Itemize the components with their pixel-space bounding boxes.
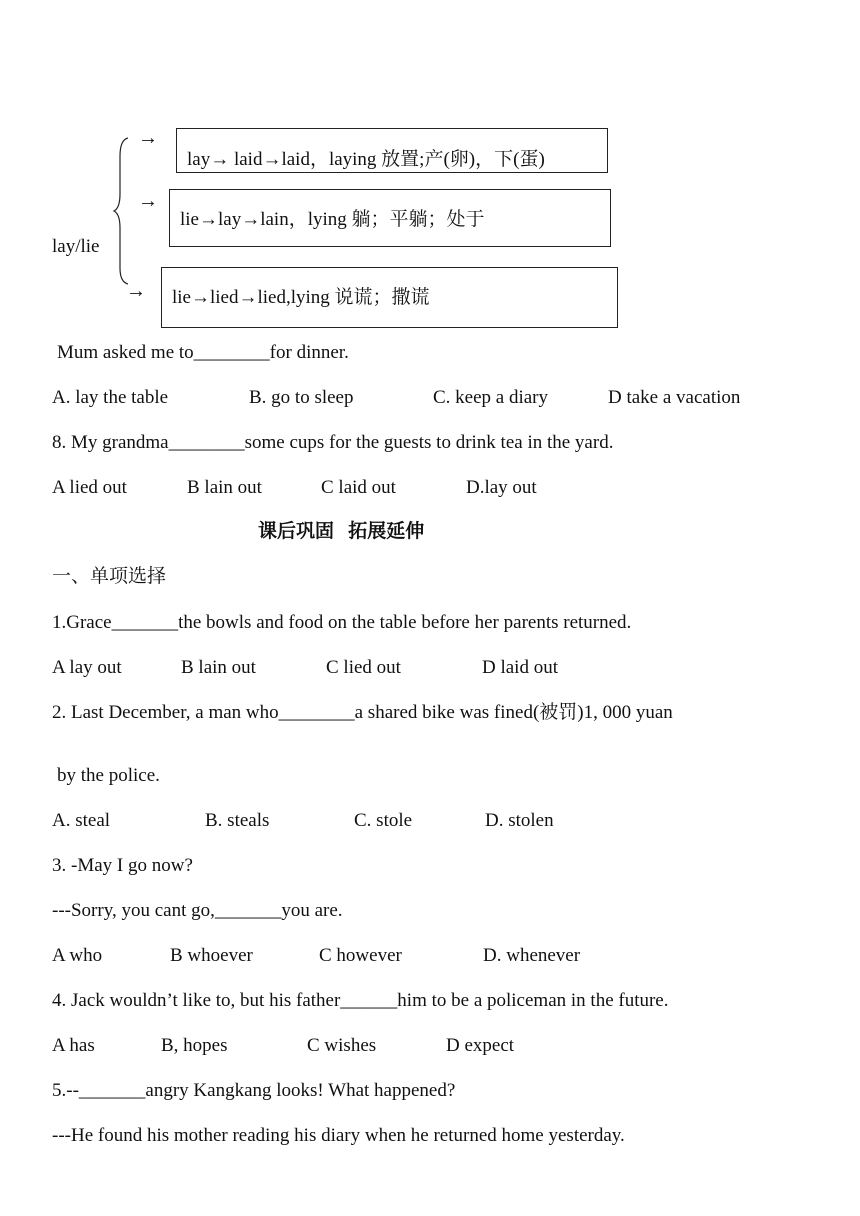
option-d: D take a vacation [608, 387, 741, 408]
lay-forms-box [176, 128, 608, 173]
option-a: A lied out [52, 477, 127, 498]
question-5-dialogue: ---He found his mother reading his diary when he returned home yesterday. [52, 1125, 625, 1146]
lie-lied-forms-box [161, 267, 618, 328]
option-d: D laid out [482, 657, 558, 678]
option-b: B whoever [170, 945, 253, 966]
question-3-stem: 3. -May I go now? [52, 855, 193, 876]
option-b: B, hopes [161, 1035, 228, 1056]
option-b: B lain out [187, 477, 262, 498]
question-4-stem: 4. Jack wouldn’t like to, but his father______him to be a policeman in the future. [52, 990, 669, 1011]
option-c: C however [319, 945, 402, 966]
option-a: A has [52, 1035, 95, 1056]
question-8-stem: 8. My grandma________some cups for the guests to drink tea in the yard. [52, 432, 614, 453]
question-3-dialogue: ---Sorry, you cant go,_______you are. [52, 900, 343, 921]
option-c: C. keep a diary [433, 387, 549, 408]
option-b: B. steals [205, 810, 270, 831]
lie-lay-forms-box [169, 189, 611, 247]
arrow-icon: → [138, 190, 158, 212]
option-d: D. stolen [485, 810, 554, 831]
arrow-icon: → [126, 280, 146, 302]
option-d: D.lay out [466, 477, 537, 498]
option-a: A who [52, 945, 103, 966]
arrow-icon: → [138, 127, 158, 149]
option-d: D. whenever [483, 945, 581, 966]
lie-lay-forms-text: lie→lay→lain，lying 躺；平躺；处于 [180, 209, 485, 230]
option-c: C. stole [354, 810, 413, 831]
option-b: B lain out [181, 657, 256, 678]
option-c: C wishes [307, 1035, 377, 1056]
diagram-root-label: lay/lie [52, 236, 100, 257]
option-a: A lay out [52, 657, 122, 678]
question-1-stem: 1.Grace_______the bowls and food on the table before her parents returned. [52, 612, 632, 633]
option-c: C lied out [326, 657, 401, 678]
lie-lied-forms-text: lie→lied→lied,lying 说谎；撒谎 [172, 287, 430, 308]
option-c: C laid out [321, 477, 396, 498]
question-2-stem: 2. Last December, a man who________a shared bike was fined(被罚)1, 000 yuan [52, 702, 673, 723]
option-b: B. go to sleep [249, 387, 354, 408]
lay-forms-text: lay→ laid→laid，laying 放置;产(卵)，下(蛋) [187, 149, 545, 170]
part-title: 一、单项选择 [52, 566, 167, 587]
section-title: 课后巩固 拓展延伸 [258, 521, 425, 542]
option-a: A. lay the table [52, 387, 169, 408]
question-stem: Mum asked me to________for dinner. [57, 342, 349, 363]
question-2-stem-continued: by the police. [57, 765, 160, 786]
question-5-stem: 5.--_______angry Kangkang looks! What happened? [52, 1080, 456, 1101]
option-d: D expect [446, 1035, 515, 1056]
left-brace [112, 136, 132, 286]
option-a: A. steal [52, 810, 111, 831]
